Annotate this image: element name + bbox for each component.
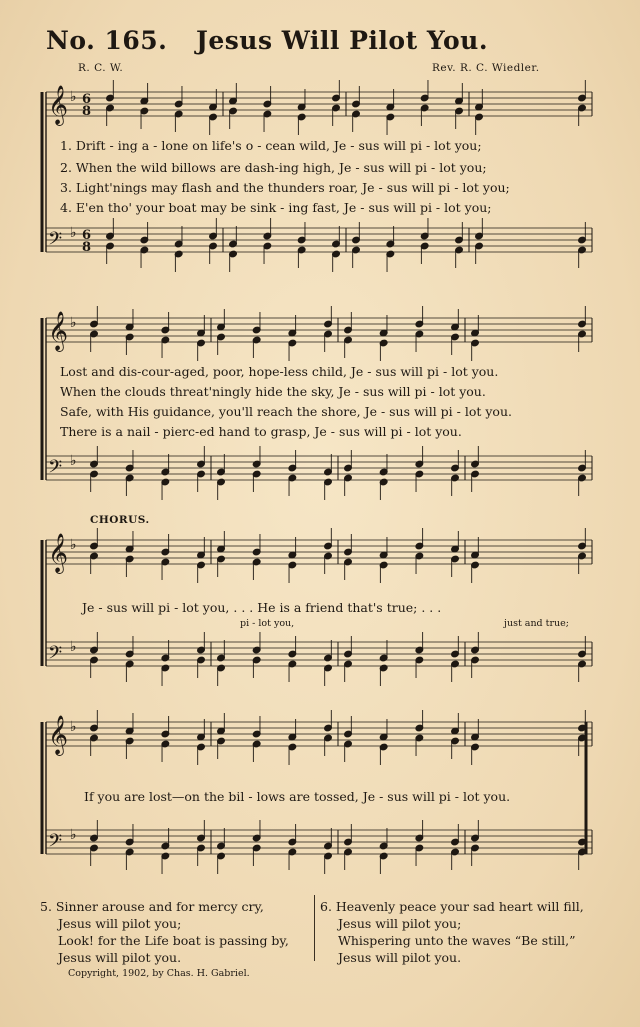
verse-5-line: 5. Sinner arouse and for mercy cry, [40, 899, 264, 914]
chorus-echo-1: pi - lot you, [240, 618, 295, 629]
verse-5-line: Jesus will pilot you; [58, 916, 182, 931]
verse-line-2b: When the clouds threat'ningly hide the sky, Je - sus will pi - lot you. [60, 384, 486, 399]
flat-key-signature-icon: ♭ [70, 225, 77, 241]
treble-clef-icon: 𝄞 [48, 533, 69, 573]
verse-6-line: 6. Heavenly peace your sad heart will fill, [320, 899, 584, 914]
flat-key-signature-icon: ♭ [70, 89, 77, 105]
flat-key-signature-icon: ♭ [70, 639, 77, 655]
verse-line-1b: Lost and dis-cour-aged, poor, hope-less child, Je - sus will pi - lot you. [60, 364, 499, 379]
music-credit: Rev. R. C. Wiedler. [432, 62, 540, 74]
copyright-notice: Copyright, 1902, by Chas. H. Gabriel. [68, 968, 250, 979]
time-signature: 8 [82, 240, 92, 255]
verse-line-3b: Safe, with His guidance, you'll reach the shore, Je - sus will pi - lot you. [60, 404, 512, 419]
verse-line-3: 3. Light'nings may flash and the thunders roar, Je - sus will pi - lot you; [60, 180, 510, 195]
treble-clef-icon: 𝄞 [48, 85, 69, 125]
flat-key-signature-icon: ♭ [70, 719, 77, 735]
time-signature: 6 [82, 228, 92, 243]
bass-clef-icon: 𝄢 [48, 831, 63, 856]
treble-clef-icon: 𝄞 [48, 311, 69, 351]
flat-key-signature-icon: ♭ [70, 315, 77, 331]
chorus-label: CHORUS. [90, 514, 150, 526]
verse-line-4b: There is a nail - pierc-ed hand to grasp, Je - sus will pi - lot you. [60, 424, 462, 439]
words-credit: R. C. W. [78, 62, 124, 74]
verse-6-line: Jesus will pilot you. [338, 950, 462, 965]
time-signature: 8 [82, 104, 92, 119]
chorus-line-2: If you are lost—on the bil - lows are tossed, Je - sus will pi - lot you. [84, 789, 511, 804]
flat-key-signature-icon: ♭ [70, 827, 77, 843]
verse-line-2: 2. When the wild billows are dash-ing high, Je - sus will pi - lot you; [60, 160, 487, 175]
hymn-title: Jesus Will Pilot You. [196, 26, 489, 55]
verse-5 [40, 898, 289, 966]
chorus-line-1: Je - sus will pi - lot you, . . . He is a friend that's true; . . . [82, 600, 442, 615]
time-signature: 6 [82, 92, 92, 107]
verse-line-1: 1. Drift - ing a - lone on life's o - cean wild, Je - sus will pi - lot you; [60, 138, 482, 153]
verse-6-line: Whispering unto the waves “Be still,” [338, 933, 576, 948]
verse-5-line: Jesus will pilot you. [58, 950, 182, 965]
verse-6 [320, 898, 584, 966]
verse-divider [314, 895, 315, 961]
chorus-echo-2: just and true; [504, 618, 569, 629]
bass-clef-icon: 𝄢 [48, 229, 63, 254]
verse-line-4: 4. E'en tho' your boat may be sink - ing fast, Je - sus will pi - lot you; [60, 200, 492, 215]
verse-5-line: Look! for the Life boat is passing by, [58, 933, 289, 948]
hymn-number: No. 165. [46, 26, 168, 55]
flat-key-signature-icon: ♭ [70, 453, 77, 469]
flat-key-signature-icon: ♭ [70, 537, 77, 553]
verse-6-line: Jesus will pilot you; [338, 916, 462, 931]
treble-clef-icon: 𝄞 [48, 715, 69, 755]
bass-clef-icon: 𝄢 [48, 643, 63, 668]
bass-clef-icon: 𝄢 [48, 457, 63, 482]
